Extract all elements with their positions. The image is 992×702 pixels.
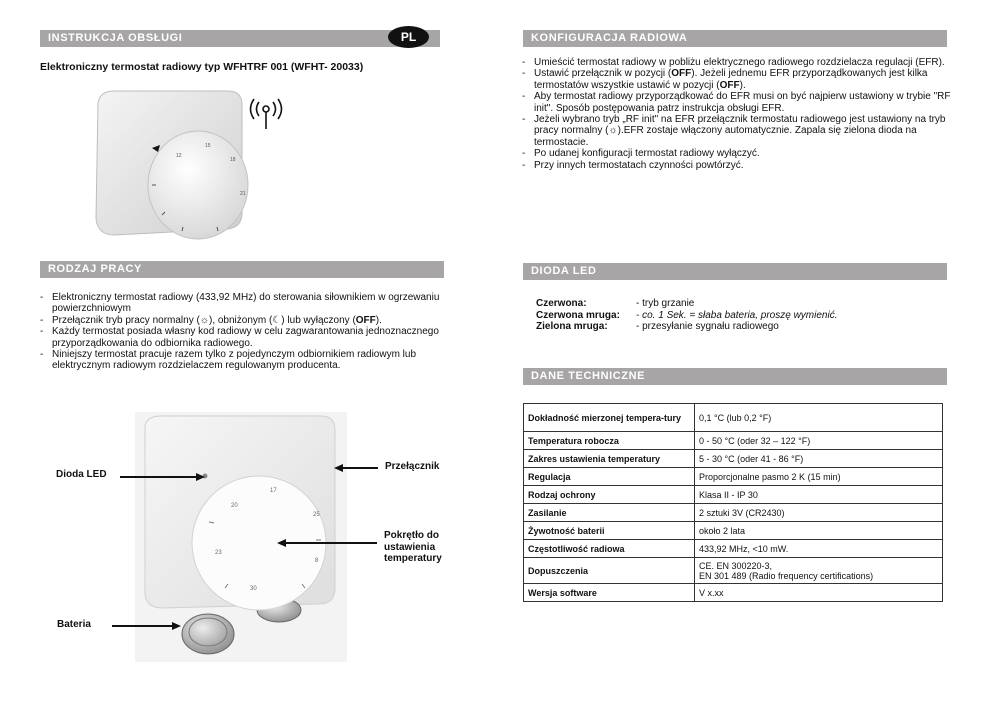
radio-signal-icon [248, 97, 284, 131]
led-key: Zielona mruga: [536, 321, 608, 333]
table-row [524, 486, 943, 504]
table-row [524, 468, 943, 486]
off-keyword: OFF [355, 314, 376, 326]
tech-key: Dopuszczenia [524, 558, 695, 584]
table-row [524, 540, 943, 558]
list-item: - Przy innych termostatach czynności powtórzyć. [520, 160, 965, 171]
arrow-head-icon [333, 463, 343, 473]
table-row [524, 450, 943, 468]
arrow-przelacznik [340, 467, 378, 469]
led-value: - tryb grzanie [636, 298, 695, 309]
callout-dioda-led: Dioda LED [56, 469, 107, 480]
tech-key: Częstotliwość radiowa [524, 540, 695, 558]
list-item: - Aby termostat radiowy przyporządkować do EFR musi on być najpierw ustawiony w trybie "RF init". Sposób postępowania patrz instrukcja obsługi EFR. [520, 91, 965, 114]
led-row [536, 298, 837, 310]
dial-large-tick: 8 [315, 558, 319, 564]
tech-key: Rodzaj ochrony [524, 486, 695, 504]
product-subtitle: Elektroniczny termostat radiowy typ WFHTRF 001 (WFHT- 20033) [40, 61, 364, 73]
header-dane-techniczne: DANE TECHNICZNE [523, 368, 947, 385]
dial-small-tick: 21 [240, 191, 246, 197]
callout-pokretlo-line: temperatury [384, 553, 442, 564]
konfig-list [520, 57, 965, 171]
led-value: - co. 1 Sek. = słaba bateria, proszę wymienić. [636, 309, 838, 321]
list-item: - Umieścić termostat radiowy w pobliżu elektrycznego radiowego rozdzielacza regulacji (EFR). [520, 57, 965, 68]
led-row [536, 310, 837, 322]
tech-value: 433,92 MHz, <10 mW. [695, 540, 943, 558]
tech-key: Temperatura robocza [524, 432, 695, 450]
table-row [524, 432, 943, 450]
tech-value: Proporcjonalne pasmo 2 K (15 min) [695, 468, 943, 486]
dial-large-tick: 20 [231, 503, 238, 509]
table-row [524, 522, 943, 540]
arrow-head-icon [196, 472, 206, 482]
tech-key: Wersja software [524, 584, 695, 602]
tech-table [523, 403, 943, 602]
table-row [524, 584, 943, 602]
tech-value-line: EN 301 489 (Radio frequency certifications) [699, 570, 874, 581]
dial-small-tick: 15 [205, 143, 211, 149]
tech-value: 2 sztuki 3V (CR2430) [695, 504, 943, 522]
led-value: - przesyłanie sygnału radiowego [636, 321, 779, 333]
arrow-head-icon [276, 538, 286, 548]
tech-key: Dokładność mierzonej tempera-tury [524, 404, 695, 432]
callout-pokretlo-line: ustawienia [384, 541, 436, 553]
led-legend [536, 298, 837, 333]
list-item: - Przełącznik tryb pracy normalny (☼), obniżonym (☾) lub wyłączony (OFF). [38, 315, 450, 326]
tech-key: Zakres ustawienia temperatury [524, 450, 695, 468]
header-dioda-led: DIODA LED [523, 263, 947, 280]
callout-bateria: Bateria [57, 619, 91, 630]
dial-large-tick: 25 [313, 512, 320, 518]
callout-pokretlo-line: Pokrętło do [384, 530, 440, 541]
list-item: - Jeżeli wybrano tryb „RF init" na EFR przełącznik termostatu radiowego jest ustawiony na tryb pracy normalny (☼).EFR zostaje włączony automatycznie. Zapala się zielona dioda na termostacie. [520, 114, 965, 148]
tech-key: Żywotność baterii [524, 522, 695, 540]
dial-large-tick: 30 [250, 586, 257, 592]
list-item: - Każdy termostat posiada własny kod radiowy w celu zagwarantowania jednoznacznego przyporządkowania do odbiornika radiowego. [38, 326, 450, 349]
list-item: - Ustawić przełącznik w pozycji (OFF). Jeżeli jednemu EFR przyporządkowanych jest kilka termostatów wszystkie ustawić w pozycji (OFF). [520, 68, 965, 91]
table-row [524, 504, 943, 522]
dial-large-tick: 23 [215, 550, 222, 556]
dial-small [148, 131, 248, 239]
callout-pokretlo [384, 530, 442, 565]
language-badge: PL [388, 26, 429, 48]
tech-value: 5 - 30 °C (oder 41 - 86 °F) [695, 450, 943, 468]
battery-coin [182, 614, 234, 654]
dial-small-tick: 12 [176, 153, 182, 159]
led-key: Czerwona: [536, 298, 587, 309]
callout-przelacznik: Przełącznik [385, 461, 440, 472]
header-instrukcja-obslugi: INSTRUKCJA OBSŁUGI [40, 30, 440, 47]
tech-key: Regulacja [524, 468, 695, 486]
header-konfiguracja-radiowa: KONFIGURACJA RADIOWA [523, 30, 947, 47]
tech-value [695, 558, 943, 584]
list-item: - Po udanej konfiguracji termostat radiowy wyłączyć. [520, 148, 965, 159]
tech-value: Klasa II - IP 30 [695, 486, 943, 504]
list-item: - Niniejszy termostat pracuje razem tylko z pojedynczym odbiornikiem radiowym lub elektrycznym radiowym rozdzielaczem regulowanym producenta. [38, 349, 450, 372]
list-item: - Elektroniczny termostat radiowy (433,92 MHz) do sterowania siłownikiem w ogrzewaniu powierzchniowym [38, 292, 450, 315]
dial-large-tick: 17 [270, 488, 277, 494]
tech-value: około 2 lata [695, 522, 943, 540]
tech-value: 0 - 50 °C (oder 32 – 122 °F) [695, 432, 943, 450]
tech-value: V x.xx [695, 584, 943, 602]
led-row [536, 321, 837, 333]
table-row [524, 558, 943, 584]
header-rodzaj-pracy: RODZAJ PRACY [40, 261, 444, 278]
arrow-pokretlo [283, 542, 377, 544]
led-key: Czerwona mruga: [536, 309, 620, 321]
tech-value: 0,1 °C (lub 0,2 °F) [695, 404, 943, 432]
table-row [524, 404, 943, 432]
dial-small-tick: 18 [230, 157, 236, 163]
arrow-dioda [120, 476, 200, 478]
arrow-bateria [112, 625, 176, 627]
off-keyword: OFF [671, 68, 692, 80]
tech-key: Zasilanie [524, 504, 695, 522]
tech-value-line: CE. EN 300220-3, [699, 560, 773, 571]
off-keyword: OFF [719, 79, 740, 91]
arrow-head-icon [172, 621, 182, 631]
rodzaj-list [38, 292, 450, 372]
